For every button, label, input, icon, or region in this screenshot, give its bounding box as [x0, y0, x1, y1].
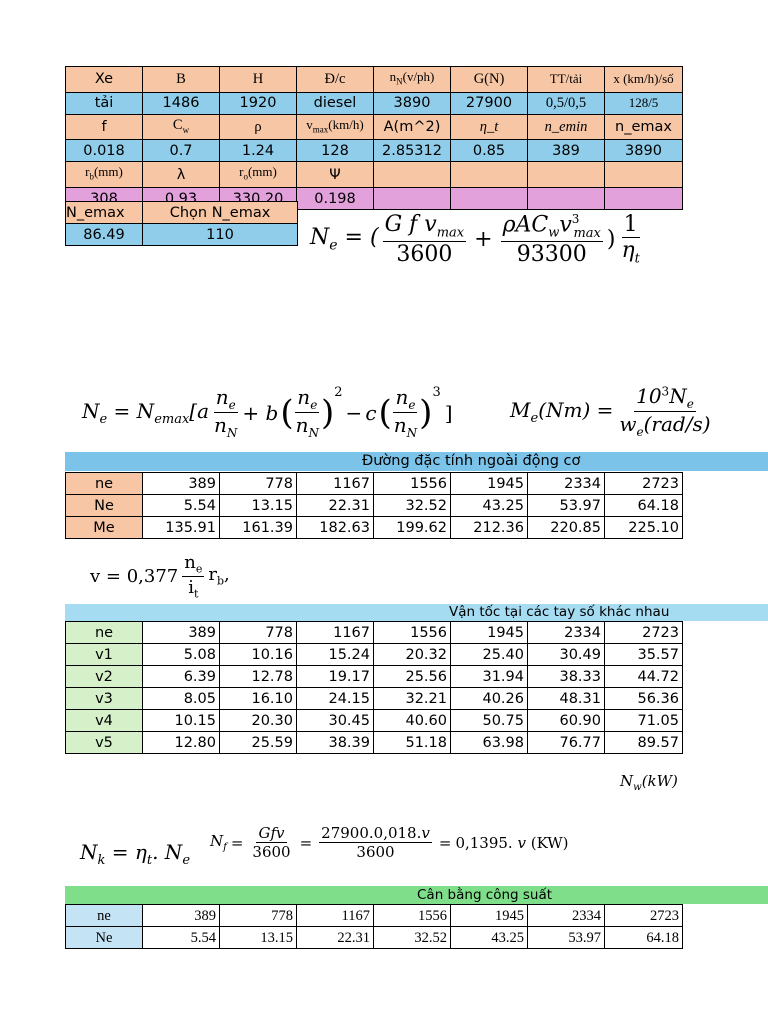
cell[interactable]: $C_w$ — [143, 114, 220, 140]
table-cell[interactable]: 2723 — [605, 622, 683, 644]
cell[interactable]: 2.85312 — [374, 140, 451, 162]
formula-velocity: v = 0,377 $\frac{n_e}{i_t}$ $r_b$, — [90, 552, 230, 601]
cell[interactable] — [451, 162, 528, 188]
cell[interactable]: $r_o(mm)$ — [220, 162, 297, 188]
table-cell[interactable]: 64.18 — [605, 495, 683, 517]
cell[interactable] — [528, 188, 605, 210]
formula-ne-power: $N_e$ = ( $\frac{G f v_{max}}{3600}$ + $\frac{\rho AC_wv^3_{max}}{93300}$ ) $\frac{1}{\eta_t}$ — [310, 212, 640, 267]
table-cell[interactable]: 40.60 — [374, 710, 451, 732]
cell[interactable]: A(m^2) — [374, 114, 451, 140]
table-cell[interactable]: 40.26 — [451, 688, 528, 710]
section3-title: Cân bằng công suất — [417, 887, 553, 903]
section3-banner — [65, 886, 768, 904]
row-label[interactable]: Ne — [66, 927, 143, 949]
section2-banner — [65, 604, 768, 621]
cell[interactable]: $v_{max}(km/h)$ — [297, 114, 374, 140]
table-cell[interactable]: 1945 — [451, 473, 528, 495]
table-cell[interactable]: 778 — [220, 622, 297, 644]
cell[interactable]: 0.85 — [451, 140, 528, 162]
formula-nf: $N_f$ = $\frac{\text{Gfv}}{3600}$ = $\frac{27900.0,018.v}{3600}$ = 0,1395. v (KW) — [210, 824, 569, 861]
section2-title: Vận tốc tại các tay số khác nhau — [449, 604, 670, 620]
cell[interactable]: ρ — [220, 114, 297, 140]
table-cell[interactable]: 389 — [143, 622, 220, 644]
cell[interactable]: diesel — [297, 92, 374, 114]
cell[interactable]: $r_b(mm)$ — [66, 162, 143, 188]
table-cell[interactable]: 51.18 — [374, 732, 451, 754]
table-cell[interactable]: 30.45 — [297, 710, 374, 732]
table-row — [66, 517, 683, 539]
cell[interactable] — [528, 162, 605, 188]
table-cell[interactable]: 10.16 — [220, 644, 297, 666]
table-cell[interactable]: 389 — [143, 905, 220, 927]
table-cell[interactable]: 20.32 — [374, 644, 451, 666]
table-cell[interactable]: 778 — [220, 473, 297, 495]
table-cell[interactable]: 35.57 — [605, 644, 683, 666]
cell[interactable]: $n_N(v/ph)$ — [374, 67, 451, 93]
table-cell[interactable]: 32.21 — [374, 688, 451, 710]
row-label[interactable]: v3 — [66, 688, 143, 710]
table-cell[interactable]: 1556 — [374, 473, 451, 495]
table-row — [66, 927, 683, 949]
nemax-table — [65, 201, 298, 246]
table-row — [66, 666, 683, 688]
table-cell[interactable]: 76.77 — [528, 732, 605, 754]
cell[interactable] — [374, 162, 451, 188]
cell[interactable]: 27900 — [451, 92, 528, 114]
params-row-2 — [66, 92, 683, 114]
table-cell[interactable]: 10.15 — [143, 710, 220, 732]
table-cell[interactable]: 135.91 — [143, 517, 220, 539]
cell[interactable] — [605, 162, 683, 188]
cell[interactable]: 3890 — [374, 92, 451, 114]
params-row-1 — [66, 67, 683, 93]
row-label[interactable]: ne — [66, 622, 143, 644]
gear-velocity-table — [65, 621, 683, 754]
table-cell[interactable]: 16.10 — [220, 688, 297, 710]
cell[interactable]: 1486 — [143, 92, 220, 114]
cell[interactable]: N_emax — [66, 202, 143, 224]
nemax-value-row — [66, 224, 298, 246]
table-cell[interactable]: 2334 — [528, 473, 605, 495]
table-cell[interactable]: 32.52 — [374, 495, 451, 517]
table-cell[interactable]: 1167 — [297, 473, 374, 495]
cell[interactable]: 86.49 — [66, 224, 143, 246]
table-cell[interactable]: 12.78 — [220, 666, 297, 688]
table-cell[interactable]: 32.52 — [374, 927, 451, 949]
table-cell[interactable]: 5.08 — [143, 644, 220, 666]
table-cell[interactable]: 53.97 — [528, 927, 605, 949]
table-cell[interactable]: 31.94 — [451, 666, 528, 688]
table-cell[interactable]: 1556 — [374, 622, 451, 644]
cell[interactable]: 110 — [143, 224, 298, 246]
table-cell[interactable]: 38.33 — [528, 666, 605, 688]
cell[interactable]: n_emax — [605, 114, 683, 140]
table-cell[interactable]: 19.17 — [297, 666, 374, 688]
table-cell[interactable]: 5.54 — [143, 495, 220, 517]
table-cell[interactable]: 2723 — [605, 905, 683, 927]
table-cell[interactable]: 48.31 — [528, 688, 605, 710]
cell[interactable]: 1.24 — [220, 140, 297, 162]
table-cell[interactable]: 13.15 — [220, 495, 297, 517]
table-cell[interactable]: 25.40 — [451, 644, 528, 666]
table-cell[interactable]: 1167 — [297, 622, 374, 644]
table-cell[interactable]: 8.05 — [143, 688, 220, 710]
table-cell[interactable]: 1945 — [451, 905, 528, 927]
cell[interactable]: Ψ — [297, 162, 374, 188]
cell[interactable]: n_emin — [528, 114, 605, 140]
cell[interactable]: 0,5/0,5 — [528, 92, 605, 114]
table-row — [66, 732, 683, 754]
table-cell[interactable]: 1556 — [374, 905, 451, 927]
cell[interactable]: Đ/c — [297, 67, 374, 93]
cell[interactable]: x (km/h)/số — [605, 67, 683, 93]
cell[interactable]: TT/tải — [528, 67, 605, 93]
table-cell[interactable]: 25.56 — [374, 666, 451, 688]
cell[interactable]: B — [143, 67, 220, 93]
table-row — [66, 622, 683, 644]
cell[interactable]: f — [66, 114, 143, 140]
formula-nw-clip: $N_w(kW)$ — [620, 772, 678, 793]
table-row — [66, 644, 683, 666]
table-cell[interactable]: 220.85 — [528, 517, 605, 539]
cell[interactable]: G(N) — [451, 67, 528, 93]
table-cell[interactable]: 53.97 — [528, 495, 605, 517]
cell[interactable]: 0.7 — [143, 140, 220, 162]
power-balance-table — [65, 904, 683, 949]
table-cell[interactable]: 199.62 — [374, 517, 451, 539]
cell[interactable]: 1920 — [220, 92, 297, 114]
cell[interactable]: 0.018 — [66, 140, 143, 162]
params-row-3 — [66, 114, 683, 140]
table-cell[interactable]: 212.36 — [451, 517, 528, 539]
table-cell[interactable]: 778 — [220, 905, 297, 927]
table-cell[interactable]: 71.05 — [605, 710, 683, 732]
table-cell[interactable]: 20.30 — [220, 710, 297, 732]
cell[interactable]: Chọn N_emax — [143, 202, 298, 224]
row-label[interactable]: v1 — [66, 644, 143, 666]
cell[interactable] — [451, 188, 528, 210]
table-cell[interactable]: 389 — [143, 473, 220, 495]
cell[interactable]: λ — [143, 162, 220, 188]
cell[interactable]: 330.20 — [220, 188, 297, 210]
row-label[interactable]: ne — [66, 905, 143, 927]
table-cell[interactable]: 6.39 — [143, 666, 220, 688]
table-row — [66, 688, 683, 710]
table-cell[interactable]: 182.63 — [297, 517, 374, 539]
table-cell[interactable]: 1945 — [451, 622, 528, 644]
cell[interactable]: 128/5 — [605, 92, 683, 114]
cell[interactable]: Xe — [66, 67, 143, 93]
cell[interactable]: 3890 — [605, 140, 683, 162]
formula-nk: $N_k = \eta_t$. $N_e$ — [80, 840, 191, 868]
cell[interactable]: 128 — [297, 140, 374, 162]
table-row — [66, 495, 683, 517]
cell[interactable]: 389 — [528, 140, 605, 162]
cell[interactable]: 308 — [66, 188, 143, 210]
params-row-5 — [66, 162, 683, 188]
row-label[interactable]: v2 — [66, 666, 143, 688]
cell[interactable] — [605, 188, 683, 210]
table-cell[interactable]: 1167 — [297, 905, 374, 927]
table-cell[interactable]: 2723 — [605, 473, 683, 495]
params-row-4 — [66, 140, 683, 162]
section1-title: Đường đặc tính ngoài động cơ — [362, 453, 581, 469]
table-cell[interactable]: 22.31 — [297, 495, 374, 517]
section1-banner — [65, 452, 768, 471]
params-table — [65, 66, 683, 210]
cell[interactable]: η_t — [451, 114, 528, 140]
table-cell[interactable]: 38.39 — [297, 732, 374, 754]
nemax-header-row — [66, 202, 298, 224]
table-cell[interactable]: 2334 — [528, 905, 605, 927]
table-row — [66, 473, 683, 495]
table-cell[interactable]: 89.57 — [605, 732, 683, 754]
cell[interactable] — [374, 188, 451, 210]
table-row — [66, 905, 683, 927]
table-cell[interactable]: 15.24 — [297, 644, 374, 666]
table-cell[interactable]: 43.25 — [451, 927, 528, 949]
table-cell[interactable]: 30.49 — [528, 644, 605, 666]
row-label[interactable]: Me — [66, 517, 143, 539]
table-cell[interactable]: 12.80 — [143, 732, 220, 754]
cell[interactable]: 0.93 — [143, 188, 220, 210]
cell[interactable]: tải — [66, 92, 143, 114]
table-cell[interactable]: 2334 — [528, 622, 605, 644]
table-cell[interactable]: 63.98 — [451, 732, 528, 754]
engine-characteristic-table — [65, 472, 683, 539]
table-cell[interactable]: 64.18 — [605, 927, 683, 949]
table-cell[interactable]: 25.59 — [220, 732, 297, 754]
table-cell[interactable]: 22.31 — [297, 927, 374, 949]
formula-me-clip: $M_e(Nm)$ = $\frac{10^3N_e}{w_e(rad/s)}$ — [510, 384, 711, 439]
row-label[interactable]: Ne — [66, 495, 143, 517]
table-cell[interactable]: 161.39 — [220, 517, 297, 539]
table-cell[interactable]: 50.75 — [451, 710, 528, 732]
table-cell[interactable]: 225.10 — [605, 517, 683, 539]
row-label[interactable]: ne — [66, 473, 143, 495]
table-cell[interactable]: 60.90 — [528, 710, 605, 732]
row-label[interactable]: v5 — [66, 732, 143, 754]
cell[interactable]: 0.198 — [297, 188, 374, 210]
table-cell[interactable]: 5.54 — [143, 927, 220, 949]
table-cell[interactable]: 43.25 — [451, 495, 528, 517]
table-cell[interactable]: 44.72 — [605, 666, 683, 688]
table-cell[interactable]: 24.15 — [297, 688, 374, 710]
table-row — [66, 710, 683, 732]
table-cell[interactable]: 56.36 — [605, 688, 683, 710]
row-label[interactable]: v4 — [66, 710, 143, 732]
formula-ne-curve: $N_e = N_{emax}[a$ $\frac{n_e}{n_N}$ + b ( $\frac{n_e}{n_N}$ ) $^2$ − c ( $\frac{n_e}{n_N}$ ) $^3$ ] — [82, 385, 453, 440]
table-cell[interactable]: 13.15 — [220, 927, 297, 949]
cell[interactable]: H — [220, 67, 297, 93]
